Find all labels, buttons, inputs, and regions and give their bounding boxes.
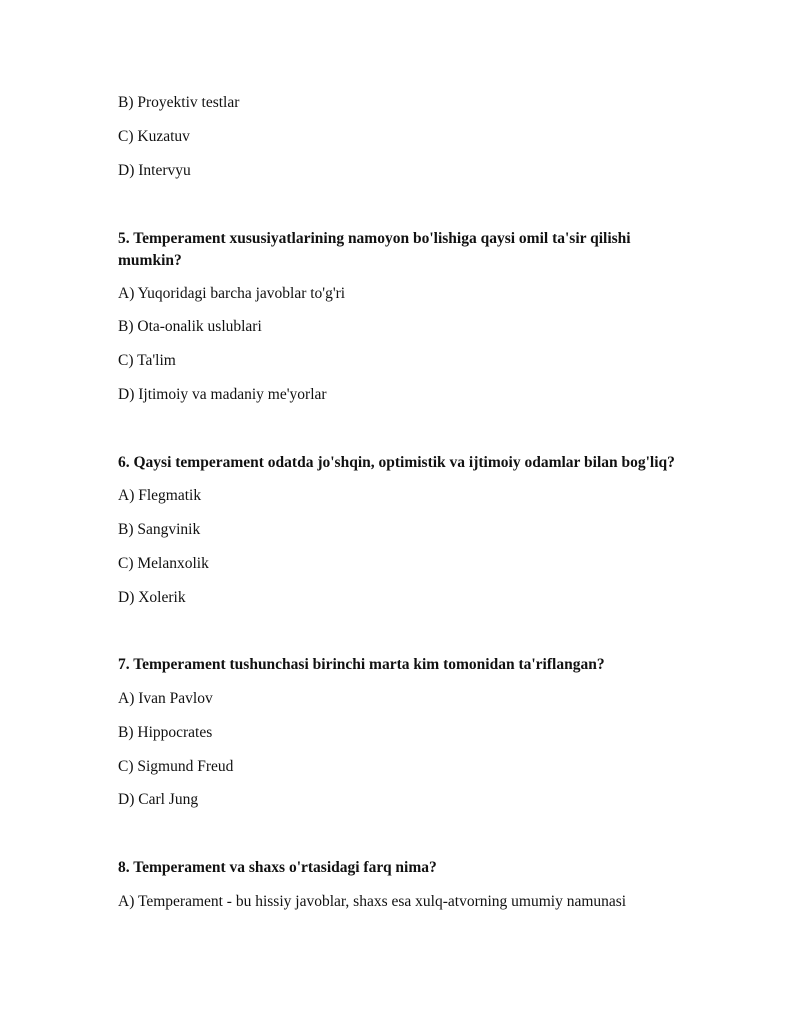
answer-option: C) Ta'lim bbox=[118, 352, 176, 369]
question-text: 5. Temperament xususiyatlarining namoyon bo'lishiga qaysi omil ta'sir qilishi mumkin? bbox=[118, 230, 631, 269]
answer-option: D) Xolerik bbox=[118, 589, 186, 606]
answer-option: D) Intervyu bbox=[118, 162, 191, 179]
answer-option: B) Sangvinik bbox=[118, 521, 201, 538]
answer-option: C) Sigmund Freud bbox=[118, 758, 234, 775]
answer-option: A) Ivan Pavlov bbox=[118, 690, 213, 707]
answer-option: C) Kuzatuv bbox=[118, 128, 190, 145]
question-text: 7. Temperament tushunchasi birinchi marta kim tomonidan ta'riflangan? bbox=[118, 656, 605, 673]
answer-option: B) Hippocrates bbox=[118, 724, 213, 741]
answer-option: A) Temperament - bu hissiy javoblar, shaxs esa xulq-atvorning umumiy namunasi bbox=[118, 893, 627, 910]
question-text: 8. Temperament va shaxs o'rtasidagi farq nima? bbox=[118, 859, 437, 876]
answer-option: B) Proyektiv testlar bbox=[118, 94, 240, 111]
answer-option: C) Melanxolik bbox=[118, 555, 209, 572]
question-text: 6. Qaysi temperament odatda jo'shqin, optimistik va ijtimoiy odamlar bilan bog'liq? bbox=[118, 454, 675, 471]
answer-option: D) Ijtimoiy va madaniy me'yorlar bbox=[118, 386, 327, 403]
answer-option: B) Ota-onalik uslublari bbox=[118, 318, 262, 335]
answer-option: A) Yuqoridagi barcha javoblar to'g'ri bbox=[118, 285, 346, 302]
answer-option: D) Carl Jung bbox=[118, 791, 199, 808]
answer-option: A) Flegmatik bbox=[118, 487, 202, 504]
